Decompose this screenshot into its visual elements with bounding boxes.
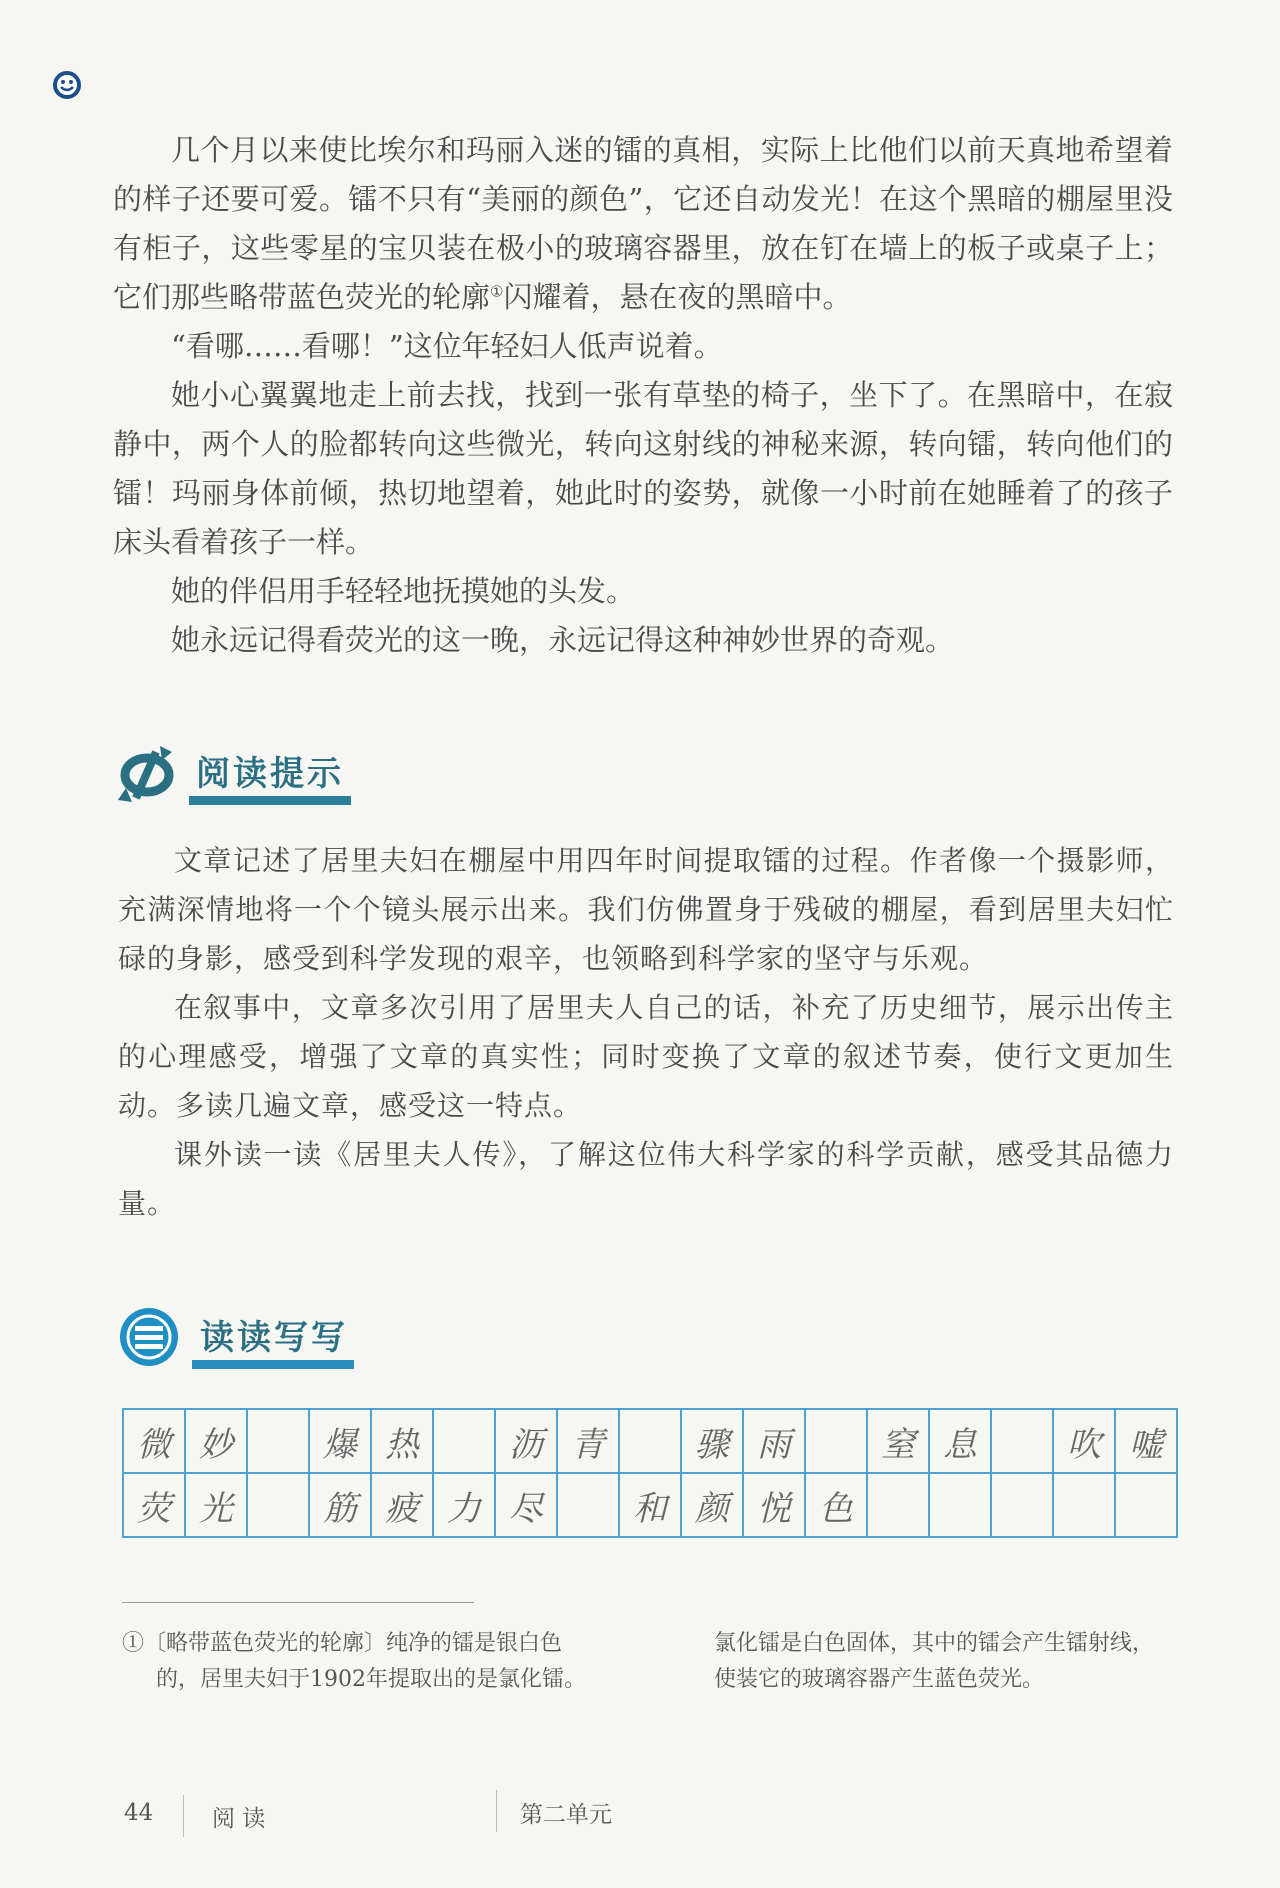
title-underline [189, 796, 351, 805]
reading-tips-text [118, 836, 1174, 1228]
grid-cell: 尽 [495, 1473, 557, 1537]
footnote-marker[interactable]: ① [490, 282, 504, 301]
grid-cell [433, 1409, 495, 1473]
footnote-line: ①〔略带蓝色荧光的轮廓〕纯净的镭是银白色 [122, 1631, 563, 1656]
grid-cell [1053, 1473, 1115, 1537]
tips-paragraph: 文章记述了居里夫妇在棚屋中用四年时间提取镭的过程。作者像一个摄影师，充满深情地将一个个镜头展示出来。我们仿佛置身于残破的棚屋，看到居里夫妇忙碌的身影，感受到科学发现的艰辛，也领略到科学家的坚守与乐观。 [118, 844, 1174, 975]
grid-cell: 筋 [309, 1473, 371, 1537]
story-text-span: 几个月以来使比埃尔和玛丽入迷的镭的真相，实际上比他们以前天真地希望着的样子还要可爱。镭不只有“美丽的颜色”，它还自动发光！在这个黑暗的棚屋里没有柜子，这些零星的宝贝装在极小的玻璃容器里，放在钉在墙上的板子或桌子上；它们那些略带蓝色荧光的轮廓 [113, 133, 1173, 314]
title-underline [192, 1360, 354, 1369]
tips-paragraph: 在叙事中，文章多次引用了居里夫人自己的话，补充了历史细节，展示出传主的心理感受，增强了文章的真实性；同时变换了文章的叙述节奏，使行文更加生动。多读几遍文章，感受这一特点。 [118, 991, 1174, 1122]
grid-cell [247, 1409, 309, 1473]
three-lines-circle-icon [118, 1306, 180, 1368]
grid-cell [557, 1473, 619, 1537]
grid-cell [619, 1409, 681, 1473]
grid-cell: 嘘 [1115, 1409, 1177, 1473]
footer-section: 阅 读 [212, 1806, 266, 1832]
story-paragraph: 她小心翼翼地走上前去找，找到一张有草垫的椅子，坐下了。在黑暗中，在寂静中，两个人的脸都转向这些微光，转向这射线的神秘来源，转向镭，转向他们的镭！玛丽身体前倾，热切地望着，她此时的姿势，就像一小时前在她睡着了的孩子床头看着孩子一样。 [113, 378, 1173, 559]
story-paragraph [113, 126, 1173, 322]
grid-cell: 窒 [867, 1409, 929, 1473]
grid-cell: 妙 [185, 1409, 247, 1473]
vocabulary-grid [122, 1408, 1178, 1538]
reading-tips-title: 阅读提示 [196, 754, 344, 794]
read-write-title: 读读写写 [200, 1318, 348, 1358]
footnote-right [714, 1626, 1154, 1698]
grid-cell: 荧 [123, 1473, 185, 1537]
grid-cell [247, 1473, 309, 1537]
smiley-face-icon [52, 70, 82, 100]
grid-cell [991, 1473, 1053, 1537]
grid-cell: 雨 [743, 1409, 805, 1473]
grid-row [123, 1473, 1177, 1537]
footnote-line: 氯化镭是白色固体，其中的镭会产生镭射线， [714, 1631, 1155, 1656]
footnote-line: 使装它的玻璃容器产生蓝色荧光。 [714, 1667, 1045, 1692]
reading-tips-arrow-icon [114, 742, 180, 808]
grid-cell: 色 [805, 1473, 867, 1537]
grid-cell [805, 1409, 867, 1473]
footnote-divider [122, 1602, 474, 1603]
footer-unit: 第二单元 [520, 1802, 612, 1828]
grid-cell [991, 1409, 1053, 1473]
tips-paragraph: 课外读一读《居里夫人传》，了解这位伟大科学家的科学贡献，感受其品德力量。 [118, 1138, 1174, 1220]
grid-cell: 微 [123, 1409, 185, 1473]
story-text [113, 126, 1173, 665]
grid-cell: 骤 [681, 1409, 743, 1473]
grid-cell: 疲 [371, 1473, 433, 1537]
grid-cell: 力 [433, 1473, 495, 1537]
grid-cell [867, 1473, 929, 1537]
page-number: 44 [124, 1800, 154, 1826]
story-paragraph: 她的伴侣用手轻轻地抚摸她的头发。 [171, 574, 636, 608]
footnote-line: 的，居里夫妇于1902年提取出的是氯化镭。 [156, 1667, 586, 1692]
footnote-left [122, 1626, 586, 1698]
grid-cell [929, 1473, 991, 1537]
footer-divider [183, 1795, 184, 1837]
grid-cell: 沥 [495, 1409, 557, 1473]
grid-cell: 颜 [681, 1473, 743, 1537]
grid-cell: 光 [185, 1473, 247, 1537]
grid-row [123, 1409, 1177, 1473]
story-text-span: 闪耀着，悬在夜的黑暗中。 [503, 280, 852, 314]
grid-cell: 和 [619, 1473, 681, 1537]
story-paragraph: “看哪……看哪！”这位年轻妇人低声说着。 [171, 329, 723, 363]
grid-cell [1115, 1473, 1177, 1537]
grid-cell: 悦 [743, 1473, 805, 1537]
story-paragraph: 她永远记得看荧光的这一晚，永远记得这种神妙世界的奇观。 [171, 623, 955, 657]
grid-cell: 青 [557, 1409, 619, 1473]
footer-divider [496, 1790, 497, 1832]
grid-cell: 热 [371, 1409, 433, 1473]
grid-cell: 吹 [1053, 1409, 1115, 1473]
grid-cell: 爆 [309, 1409, 371, 1473]
grid-cell: 息 [929, 1409, 991, 1473]
